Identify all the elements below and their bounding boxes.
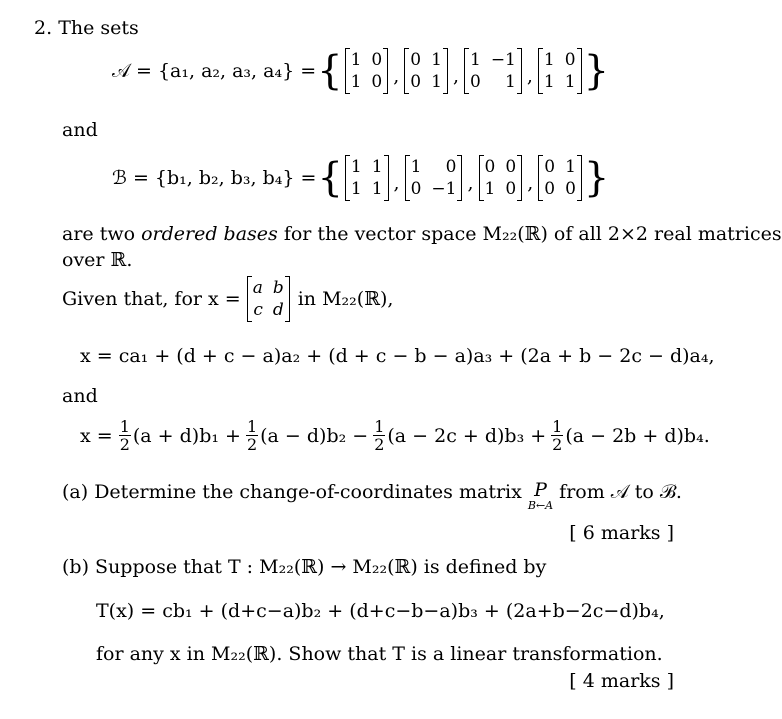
question-number: 2. (34, 17, 53, 39)
transformation-definition: T(x) = cb₁ + (d+c−a)b₂ + (d+c−b−a)b₃ + (2a+b−2c−d)b₄, (96, 600, 665, 622)
part-b-tail: for any x in M₂₂(ℝ). Show that T is a linear transformation. (96, 643, 663, 665)
part-a-marks: [ 6 marks ] (569, 522, 674, 544)
fraction-half: $\frac{1}{2}$ (374, 417, 385, 454)
and-text-1: and (62, 119, 98, 141)
bases-sentence-cont: over ℝ. (62, 249, 133, 271)
ordered-bases-emphasis: ordered bases (141, 223, 278, 245)
close-brace: } (583, 155, 610, 201)
part-b-text: Suppose that T : M₂₂(ℝ) → M₂₂(ℝ) is defined by (95, 556, 547, 578)
matrix-b4: 0 1 0 0 (538, 155, 582, 201)
matrix-b1: 1 1 1 1 (345, 155, 389, 201)
close-brace: } (583, 48, 610, 94)
set-a-lhs: 𝒜 = {a₁, a₂, a₃, a₄} = (112, 60, 317, 82)
set-b-lhs: ℬ = {b₁, b₂, b₃, b₄} = (112, 167, 317, 189)
given-statement: Given that, for x = a b c d in M₂₂(ℝ), (62, 278, 394, 320)
part-b (62, 555, 546, 579)
fraction-half: $\frac{1}{2}$ (119, 417, 130, 454)
part-a (62, 480, 682, 511)
set-b-equation: ℬ = {b₁, b₂, b₃, b₄} = { 1 1 1 1 , 1 0 0 −1 , 0 0 1 0 , 0 1 0 0 } (112, 155, 610, 201)
part-a-label: (a) (62, 481, 89, 503)
matrix-a3: 1 −1 0 1 (464, 48, 522, 94)
and-text-2: and (62, 385, 98, 407)
equation-x-in-a: x = ca₁ + (d + c − a)a₂ + (d + c − b − a)a₃ + (2a + b − 2c − d)a₄, (80, 345, 715, 367)
matrix-b3: 0 0 1 0 (479, 155, 523, 201)
fraction-half: $\frac{1}{2}$ (552, 417, 563, 454)
set-a-equation: 𝒜 = {a₁, a₂, a₃, a₄} = { 1 0 1 0 , 0 1 0 1 , 1 −1 0 1 , 1 0 1 1 } (112, 48, 610, 94)
part-b-marks: [ 4 marks ] (569, 670, 674, 692)
matrix-x: a b c d (247, 276, 290, 322)
part-a-text: Determine the change-of-coordinates matrix (94, 481, 522, 503)
part-b-label: (b) (62, 556, 89, 578)
change-of-coordinates-matrix: P B←A (527, 479, 554, 512)
open-brace: { (317, 155, 343, 201)
matrix-a1: 1 0 1 0 (345, 48, 389, 94)
question-header (34, 16, 139, 40)
question-intro: The sets (58, 17, 139, 39)
open-brace: { (317, 48, 343, 94)
matrix-b2: 1 0 0 −1 (405, 155, 463, 201)
fraction-half: $\frac{1}{2}$ (246, 417, 258, 454)
equation-x-in-b: x = $\frac{1}{2}$ (a + d)b₁ + $\frac{1}{2}$ (a − d)b₂ − $\frac{1}{2}$ (a − 2c + d)b₃ + $\frac{1}{2}$ (a − 2b + d)b₄. (80, 417, 710, 454)
bases-sentence: are two ordered bases for the vector space M₂₂(ℝ) of all 2×2 real matrices (62, 223, 782, 245)
matrix-a2: 0 1 0 1 (404, 48, 448, 94)
matrix-a4: 1 0 1 1 (538, 48, 582, 94)
part-a-tail: from 𝒜 to ℬ. (559, 481, 682, 503)
